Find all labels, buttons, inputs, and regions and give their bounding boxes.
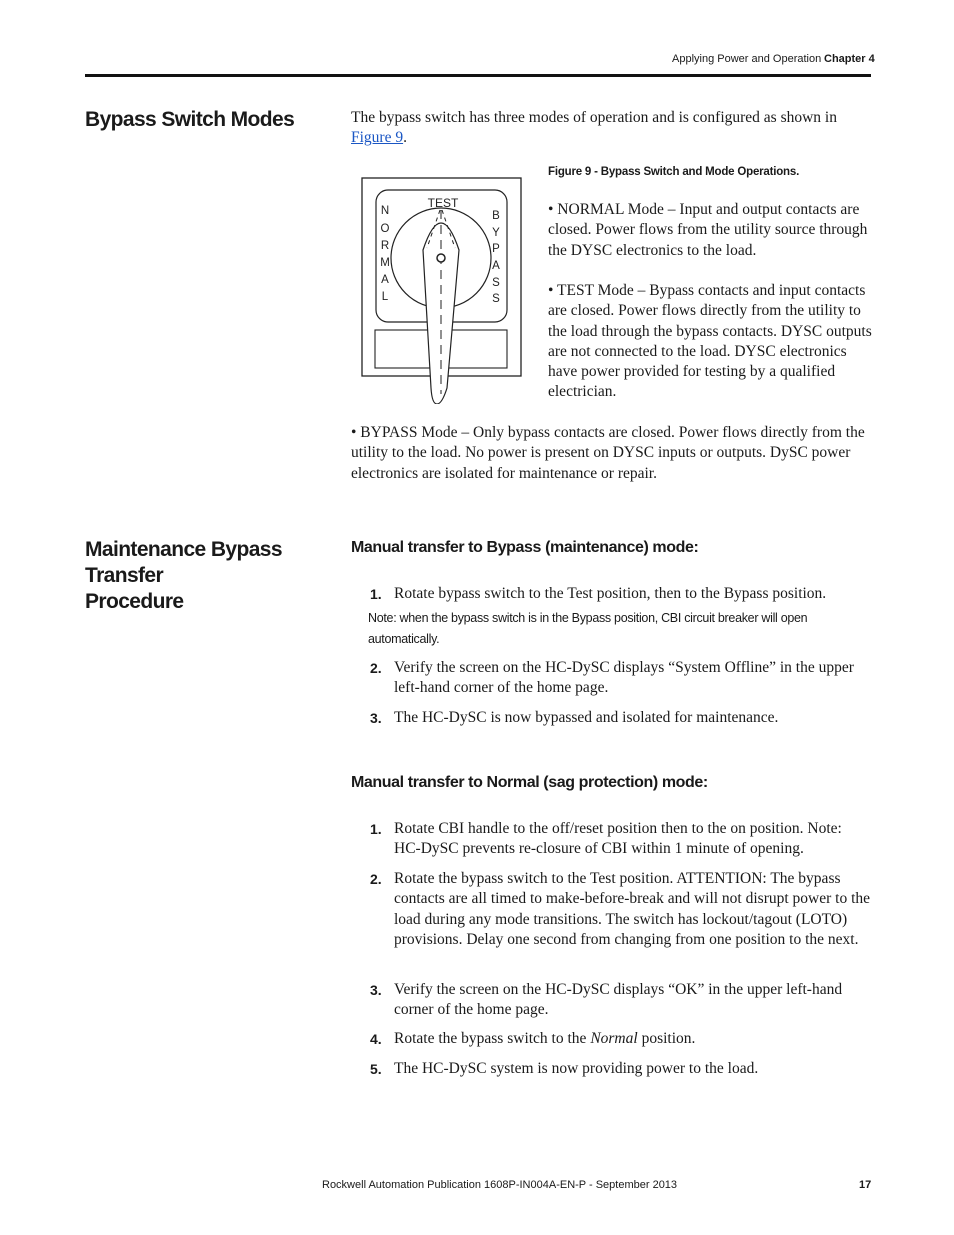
- step-number: 3.: [370, 710, 382, 726]
- label-normal-letter: R: [380, 240, 390, 252]
- heading-line-1: Maintenance Bypass Transfer: [85, 538, 282, 587]
- step-number: 5.: [370, 1061, 382, 1077]
- label-normal-letter: A: [381, 274, 389, 286]
- label-normal-letter: N: [380, 205, 390, 217]
- step-text: Verify the screen on the HC-DySC displays “OK” in the upper left-hand corner of the home page.: [394, 981, 843, 1019]
- bypass-mode-description: • BYPASS Mode – Only bypass contacts are closed. Power flows directly from the utility to the load. No power is present on DYSC inputs or outputs. DySC power electronics are isolated for maintenance or repair.: [351, 424, 865, 482]
- label-normal-letter: M: [380, 257, 390, 269]
- step-text: Verify the screen on the HC-DySC displays “System Offline” in the upper left-hand corner of the home page.: [394, 659, 854, 697]
- figure-9-link[interactable]: Figure 9: [351, 129, 404, 147]
- step-text: The HC-DySC system is now providing power to the load.: [394, 1060, 759, 1077]
- maintenance-procedure-heading: [85, 537, 345, 615]
- step-number: 2.: [370, 871, 382, 887]
- step-text: The HC-DySC is now bypassed and isolated for maintenance.: [394, 709, 779, 726]
- label-bypass-letter: A: [492, 260, 500, 272]
- transfer-to-bypass-subheading: Manual transfer to Bypass (maintenance) mode:: [351, 539, 699, 556]
- label-test: TEST: [427, 196, 459, 210]
- bypass-note: Note: when the bypass switch is in the Bypass position, CBI circuit breaker will open automatically.: [368, 611, 808, 646]
- label-bypass-letter: P: [492, 243, 500, 255]
- label-normal-letter: L: [381, 291, 389, 303]
- label-bypass-letter: Y: [492, 227, 500, 239]
- normal-mode-description: • NORMAL Mode – Input and output contacts are closed. Power flows from the utility source through the DYSC electronics to the load.: [548, 201, 868, 259]
- step-text: Rotate bypass switch to the Test position, then to the Bypass position.: [394, 585, 827, 602]
- step-number: 1.: [370, 586, 382, 602]
- step-text-part: Rotate the bypass switch to the: [394, 1030, 591, 1047]
- bypass-switch-modes-heading: Bypass Switch Modes: [85, 108, 295, 131]
- step-number: 1.: [370, 821, 382, 837]
- bypass-switch-figure: [361, 176, 523, 404]
- step-text: Rotate the bypass switch to the Test position. ATTENTION: The bypass contacts are all timed to make-before-break and will not disrupt power to the load during any mode transitions. The switch has lockout/tagout (LOTO) provisions. Delay one second from changing from one position to the next.: [394, 870, 871, 948]
- running-header-section: Applying Power and Operation: [672, 53, 822, 65]
- step-number: 4.: [370, 1031, 382, 1047]
- transfer-to-normal-subheading: Manual transfer to Normal (sag protection) mode:: [351, 774, 708, 791]
- page-number: 17: [859, 1179, 872, 1191]
- step-text: Rotate CBI handle to the off/reset position then to the on position. Note: HC-DySC prevents re-closure of CBI within 1 minute of opening.: [394, 820, 842, 858]
- step-text-part: position.: [637, 1030, 696, 1047]
- footer-publication: Rockwell Automation Publication 1608P-IN004A-EN-P - September 2013: [322, 1179, 678, 1191]
- step-text: [394, 1029, 872, 1049]
- step-number: 3.: [370, 982, 382, 998]
- label-normal-letter: O: [380, 223, 390, 235]
- step-text-emphasis: Normal: [590, 1030, 638, 1047]
- label-bypass-letter: S: [492, 277, 500, 289]
- heading-line-2: Procedure: [85, 590, 184, 613]
- label-bypass-letter: B: [492, 210, 500, 222]
- switch-pivot: [437, 254, 445, 262]
- intro-text: The bypass switch has three modes of operation and is configured as shown in: [351, 109, 837, 126]
- intro-period: .: [403, 129, 407, 147]
- label-bypass-letter: S: [492, 293, 500, 305]
- header-rule: [85, 74, 871, 77]
- running-header-chapter: Chapter 4: [824, 53, 875, 65]
- step-number: 2.: [370, 660, 382, 676]
- figure-caption: Figure 9 - Bypass Switch and Mode Operations.: [548, 166, 800, 178]
- test-mode-description: • TEST Mode – Bypass contacts and input contacts are closed. Power flows directly from the utility to the load through the bypass contacts. DYSC outputs are not connected to the load. DYSC electronics have power provided for testing by a qualified electrician.: [548, 282, 872, 401]
- bypass-modes-intro: [351, 108, 871, 149]
